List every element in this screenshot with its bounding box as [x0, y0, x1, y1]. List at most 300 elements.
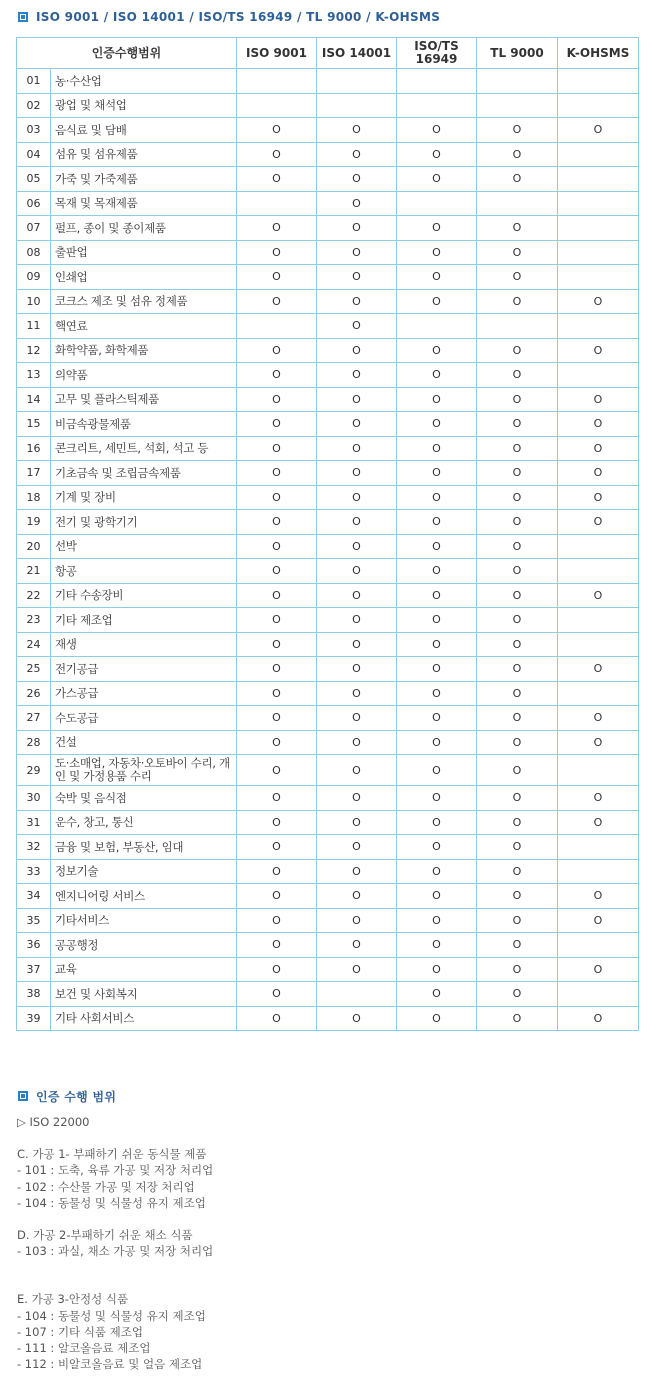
cell-kohsms	[558, 363, 639, 388]
row-scope-name: 가죽 및 가죽제품	[51, 167, 237, 192]
row-number: 29	[17, 755, 51, 786]
list-item: - 103 : 과실, 채소 가공 및 저장 처리업	[17, 1244, 214, 1259]
cell-iso9001: O	[237, 933, 317, 958]
cell-isots16949: O	[397, 485, 477, 510]
header-iso9001: ISO 9001	[237, 38, 317, 69]
group-heading: D. 가공 2-부패하기 쉬운 채소 식품	[17, 1228, 193, 1243]
cell-tl9000: O	[477, 534, 558, 559]
row-scope-name: 선박	[51, 534, 237, 559]
cell-tl9000	[477, 69, 558, 94]
cell-iso14001: O	[317, 412, 397, 437]
cell-tl9000: O	[477, 363, 558, 388]
cell-kohsms	[558, 142, 639, 167]
cell-isots16949: O	[397, 412, 477, 437]
cell-iso9001: O	[237, 755, 317, 786]
cell-kohsms: O	[558, 510, 639, 535]
row-number: 10	[17, 289, 51, 314]
cell-isots16949: O	[397, 884, 477, 909]
table-row	[17, 730, 639, 755]
table-row	[17, 436, 639, 461]
cell-iso9001: O	[237, 485, 317, 510]
cell-kohsms: O	[558, 1006, 639, 1031]
row-number: 20	[17, 534, 51, 559]
cell-kohsms	[558, 69, 639, 94]
row-scope-name: 숙박 및 음식점	[51, 786, 237, 811]
cell-isots16949: O	[397, 681, 477, 706]
cell-iso9001	[237, 93, 317, 118]
section-title-text: ISO 9001 / ISO 14001 / ISO/TS 16949 / TL 9000 / K-OHSMS	[36, 10, 441, 24]
cell-kohsms	[558, 240, 639, 265]
cell-iso14001: O	[317, 608, 397, 633]
row-number: 15	[17, 412, 51, 437]
cell-iso14001: O	[317, 657, 397, 682]
cell-tl9000: O	[477, 559, 558, 584]
cell-kohsms: O	[558, 884, 639, 909]
table-row	[17, 387, 639, 412]
table-row	[17, 908, 639, 933]
cell-isots16949: O	[397, 982, 477, 1007]
cell-iso9001: O	[237, 810, 317, 835]
list-item: - 101 : 도축, 육류 가공 및 저장 처리업	[17, 1163, 214, 1178]
cell-isots16949: O	[397, 436, 477, 461]
cell-iso9001: O	[237, 265, 317, 290]
row-scope-name: 인쇄업	[51, 265, 237, 290]
cell-tl9000	[477, 93, 558, 118]
list-item: - 111 : 알코올음료 제조업	[17, 1341, 151, 1356]
cell-kohsms	[558, 216, 639, 241]
cell-isots16949	[397, 93, 477, 118]
cell-iso14001: O	[317, 142, 397, 167]
row-number: 21	[17, 559, 51, 584]
cell-iso9001: O	[237, 338, 317, 363]
table-row	[17, 534, 639, 559]
cell-iso9001: O	[237, 908, 317, 933]
cell-kohsms: O	[558, 908, 639, 933]
cell-isots16949	[397, 314, 477, 339]
cell-tl9000: O	[477, 240, 558, 265]
table-row	[17, 363, 639, 388]
cell-isots16949: O	[397, 908, 477, 933]
cell-kohsms: O	[558, 485, 639, 510]
cell-isots16949: O	[397, 608, 477, 633]
cell-iso14001: O	[317, 510, 397, 535]
cell-iso9001: O	[237, 510, 317, 535]
cell-kohsms	[558, 859, 639, 884]
cell-kohsms: O	[558, 583, 639, 608]
table-row	[17, 485, 639, 510]
table-row	[17, 982, 639, 1007]
row-scope-name: 비금속광물제품	[51, 412, 237, 437]
cell-tl9000: O	[477, 908, 558, 933]
row-scope-name: 핵연료	[51, 314, 237, 339]
cell-tl9000: O	[477, 485, 558, 510]
row-scope-name: 재생	[51, 632, 237, 657]
cell-iso9001: O	[237, 657, 317, 682]
cell-tl9000: O	[477, 1006, 558, 1031]
table-row	[17, 632, 639, 657]
row-number: 37	[17, 957, 51, 982]
cell-kohsms	[558, 167, 639, 192]
cell-iso14001: O	[317, 461, 397, 486]
table-row	[17, 118, 639, 143]
cell-tl9000: O	[477, 461, 558, 486]
table-row	[17, 583, 639, 608]
table-row	[17, 461, 639, 486]
row-scope-name: 음식료 및 담배	[51, 118, 237, 143]
list-item: - 104 : 동물성 및 식물성 유지 제조업	[17, 1195, 206, 1210]
cell-iso14001: O	[317, 706, 397, 731]
cell-kohsms: O	[558, 957, 639, 982]
row-number: 32	[17, 835, 51, 860]
cell-iso14001: O	[317, 534, 397, 559]
cell-isots16949: O	[397, 118, 477, 143]
row-number: 07	[17, 216, 51, 241]
cell-isots16949: O	[397, 338, 477, 363]
cell-tl9000: O	[477, 510, 558, 535]
row-number: 39	[17, 1006, 51, 1031]
cell-kohsms	[558, 534, 639, 559]
cell-iso9001: O	[237, 118, 317, 143]
cell-iso14001: O	[317, 216, 397, 241]
row-number: 02	[17, 93, 51, 118]
cell-kohsms	[558, 265, 639, 290]
cell-iso9001: O	[237, 730, 317, 755]
cell-tl9000: O	[477, 583, 558, 608]
row-scope-name: 기계 및 장비	[51, 485, 237, 510]
table-row	[17, 93, 639, 118]
cell-iso14001: O	[317, 314, 397, 339]
cell-isots16949: O	[397, 534, 477, 559]
table-row	[17, 681, 639, 706]
cell-kohsms	[558, 314, 639, 339]
cell-isots16949: O	[397, 583, 477, 608]
row-number: 31	[17, 810, 51, 835]
cell-kohsms	[558, 608, 639, 633]
cell-iso14001: O	[317, 265, 397, 290]
list-item: - 102 : 수산물 가공 및 저장 처리업	[17, 1179, 195, 1194]
header-isots16949-text: ISO/TS 16949	[414, 39, 459, 66]
cell-tl9000: O	[477, 412, 558, 437]
row-scope-name: 전기 및 광학기기	[51, 510, 237, 535]
cell-iso14001: O	[317, 289, 397, 314]
table-row	[17, 191, 639, 216]
cell-tl9000: O	[477, 730, 558, 755]
cell-tl9000: O	[477, 608, 558, 633]
cell-isots16949: O	[397, 216, 477, 241]
cell-kohsms: O	[558, 706, 639, 731]
cell-iso14001: O	[317, 436, 397, 461]
cell-tl9000: O	[477, 216, 558, 241]
cell-isots16949: O	[397, 657, 477, 682]
table-row	[17, 510, 639, 535]
table-row	[17, 755, 639, 786]
table-header-row	[17, 38, 639, 69]
cell-kohsms: O	[558, 412, 639, 437]
table-row	[17, 933, 639, 958]
cell-iso14001: O	[317, 387, 397, 412]
cell-iso14001: O	[317, 632, 397, 657]
cell-isots16949: O	[397, 461, 477, 486]
cell-tl9000: O	[477, 167, 558, 192]
table-row	[17, 289, 639, 314]
table-row	[17, 338, 639, 363]
cell-iso9001: O	[237, 884, 317, 909]
cell-iso9001	[237, 69, 317, 94]
cell-tl9000: O	[477, 142, 558, 167]
row-scope-name: 가스공급	[51, 681, 237, 706]
row-number: 03	[17, 118, 51, 143]
cell-kohsms: O	[558, 730, 639, 755]
row-scope-name: 정보기술	[51, 859, 237, 884]
cell-iso9001: O	[237, 534, 317, 559]
list-item: - 107 : 기타 식품 제조업	[17, 1324, 144, 1339]
cell-kohsms	[558, 681, 639, 706]
table-row	[17, 216, 639, 241]
row-scope-name: 수도공급	[51, 706, 237, 731]
header-tl9000: TL 9000	[477, 38, 558, 69]
cell-iso9001: O	[237, 363, 317, 388]
row-scope-name: 기타 제조업	[51, 608, 237, 633]
row-scope-name: 농·수산업	[51, 69, 237, 94]
cell-tl9000: O	[477, 265, 558, 290]
cell-isots16949: O	[397, 289, 477, 314]
row-scope-name: 화학약품, 화학제품	[51, 338, 237, 363]
cell-kohsms: O	[558, 289, 639, 314]
cell-iso14001: O	[317, 1006, 397, 1031]
row-number: 34	[17, 884, 51, 909]
table-row	[17, 142, 639, 167]
cell-iso14001: O	[317, 191, 397, 216]
row-scope-name: 섬유 및 섬유제품	[51, 142, 237, 167]
table-row	[17, 167, 639, 192]
header-iso14001: ISO 14001	[317, 38, 397, 69]
cell-kohsms	[558, 559, 639, 584]
cell-iso9001: O	[237, 142, 317, 167]
row-number: 05	[17, 167, 51, 192]
cell-iso14001: O	[317, 363, 397, 388]
cell-iso9001: O	[237, 957, 317, 982]
row-scope-name: 기타 사회서비스	[51, 1006, 237, 1031]
cell-isots16949: O	[397, 167, 477, 192]
cell-kohsms	[558, 93, 639, 118]
cell-kohsms: O	[558, 387, 639, 412]
header-isots16949	[397, 38, 477, 69]
row-number: 28	[17, 730, 51, 755]
cell-kohsms: O	[558, 810, 639, 835]
cell-iso14001: O	[317, 859, 397, 884]
row-number: 09	[17, 265, 51, 290]
cell-isots16949: O	[397, 730, 477, 755]
row-number: 26	[17, 681, 51, 706]
cell-kohsms: O	[558, 786, 639, 811]
row-number: 24	[17, 632, 51, 657]
cell-isots16949: O	[397, 786, 477, 811]
row-scope-name: 광업 및 채석업	[51, 93, 237, 118]
cell-kohsms	[558, 191, 639, 216]
row-scope-name: 교육	[51, 957, 237, 982]
table-row	[17, 240, 639, 265]
row-scope-name: 금융 및 보험, 부동산, 임대	[51, 835, 237, 860]
cell-kohsms: O	[558, 436, 639, 461]
list-item: - 104 : 동물성 및 식물성 유지 제조업	[17, 1308, 206, 1323]
cell-isots16949: O	[397, 510, 477, 535]
cell-iso14001: O	[317, 933, 397, 958]
row-scope-name: 전기공급	[51, 657, 237, 682]
cell-tl9000: O	[477, 835, 558, 860]
header-scope: 인증수행범위	[17, 38, 237, 69]
cell-kohsms	[558, 835, 639, 860]
table-row	[17, 1006, 639, 1031]
table-row	[17, 884, 639, 909]
row-scope-name: 엔지니어링 서비스	[51, 884, 237, 909]
cell-tl9000: O	[477, 810, 558, 835]
cell-iso14001: O	[317, 884, 397, 909]
cell-kohsms	[558, 632, 639, 657]
cell-iso14001	[317, 69, 397, 94]
cell-tl9000: O	[477, 657, 558, 682]
table-row	[17, 265, 639, 290]
row-number: 36	[17, 933, 51, 958]
row-scope-name: 항공	[51, 559, 237, 584]
cell-iso14001: O	[317, 681, 397, 706]
table-row	[17, 69, 639, 94]
cell-isots16949	[397, 191, 477, 216]
cell-isots16949: O	[397, 810, 477, 835]
cell-tl9000: O	[477, 933, 558, 958]
cell-iso9001: O	[237, 167, 317, 192]
cell-iso14001: O	[317, 118, 397, 143]
cell-iso14001: O	[317, 338, 397, 363]
cell-isots16949: O	[397, 706, 477, 731]
section-title-scope	[18, 1088, 116, 1104]
cell-iso14001: O	[317, 957, 397, 982]
cell-iso9001: O	[237, 216, 317, 241]
table-row	[17, 314, 639, 339]
table-row	[17, 412, 639, 437]
row-number: 16	[17, 436, 51, 461]
group-heading: C. 가공 1- 부패하기 쉬운 동식물 제품	[17, 1147, 207, 1162]
row-scope-name: 목재 및 목재제품	[51, 191, 237, 216]
cell-iso14001: O	[317, 755, 397, 786]
row-scope-name: 출판업	[51, 240, 237, 265]
cell-kohsms: O	[558, 338, 639, 363]
row-scope-name: 펄프, 종이 및 종이제품	[51, 216, 237, 241]
cell-tl9000: O	[477, 706, 558, 731]
row-number: 38	[17, 982, 51, 1007]
cell-isots16949: O	[397, 142, 477, 167]
cell-tl9000	[477, 314, 558, 339]
row-scope-name: 건설	[51, 730, 237, 755]
cell-isots16949: O	[397, 933, 477, 958]
cell-iso9001: O	[237, 289, 317, 314]
cell-kohsms: O	[558, 461, 639, 486]
cell-isots16949: O	[397, 1006, 477, 1031]
table-row	[17, 810, 639, 835]
cell-iso9001: O	[237, 240, 317, 265]
table-row	[17, 608, 639, 633]
cell-iso14001: O	[317, 167, 397, 192]
cell-iso9001: O	[237, 461, 317, 486]
cell-iso14001: O	[317, 583, 397, 608]
row-number: 27	[17, 706, 51, 731]
cell-iso9001: O	[237, 632, 317, 657]
row-number: 35	[17, 908, 51, 933]
row-number: 12	[17, 338, 51, 363]
row-number: 18	[17, 485, 51, 510]
row-scope-name: 기초금속 및 조립금속제품	[51, 461, 237, 486]
cell-iso9001: O	[237, 436, 317, 461]
cell-isots16949: O	[397, 240, 477, 265]
row-number: 25	[17, 657, 51, 682]
row-scope-name: 공공행정	[51, 933, 237, 958]
cell-tl9000: O	[477, 436, 558, 461]
row-scope-name: 코크스 제조 및 섬유 정제품	[51, 289, 237, 314]
certification-scope-table	[16, 37, 639, 1031]
cell-isots16949: O	[397, 859, 477, 884]
cell-iso14001	[317, 93, 397, 118]
row-number: 30	[17, 786, 51, 811]
group-heading: E. 가공 3-안정성 식품	[17, 1292, 129, 1307]
row-scope-name: 도·소매업, 자동차·오토바이 수리, 개인 및 가정용품 수리	[51, 755, 237, 786]
cell-isots16949: O	[397, 755, 477, 786]
cell-isots16949	[397, 69, 477, 94]
cell-tl9000: O	[477, 387, 558, 412]
cell-isots16949: O	[397, 835, 477, 860]
row-number: 23	[17, 608, 51, 633]
cell-kohsms: O	[558, 118, 639, 143]
row-scope-name: 콘크리트, 세민트, 석회, 석고 등	[51, 436, 237, 461]
iso22000-scope	[17, 1114, 213, 1372]
cell-iso14001: O	[317, 559, 397, 584]
cell-tl9000: O	[477, 755, 558, 786]
row-number: 06	[17, 191, 51, 216]
cell-tl9000: O	[477, 957, 558, 982]
cell-iso9001: O	[237, 412, 317, 437]
cell-isots16949: O	[397, 265, 477, 290]
header-kohsms: K-OHSMS	[558, 38, 639, 69]
row-scope-name: 운수, 창고, 통신	[51, 810, 237, 835]
cell-isots16949: O	[397, 957, 477, 982]
cell-iso14001: O	[317, 240, 397, 265]
cell-kohsms	[558, 982, 639, 1007]
table-row	[17, 706, 639, 731]
cell-iso9001: O	[237, 559, 317, 584]
cell-iso14001: O	[317, 786, 397, 811]
table-row	[17, 657, 639, 682]
cell-iso14001: O	[317, 810, 397, 835]
cell-iso9001: O	[237, 583, 317, 608]
row-scope-name: 의약품	[51, 363, 237, 388]
cell-tl9000: O	[477, 859, 558, 884]
row-number: 11	[17, 314, 51, 339]
list-item: - 112 : 비알코올음료 및 얼음 제조업	[17, 1357, 203, 1372]
cell-kohsms	[558, 933, 639, 958]
cell-isots16949: O	[397, 559, 477, 584]
cell-tl9000: O	[477, 338, 558, 363]
row-number: 19	[17, 510, 51, 535]
cell-iso9001	[237, 314, 317, 339]
cell-tl9000	[477, 191, 558, 216]
cell-kohsms	[558, 755, 639, 786]
table-row	[17, 859, 639, 884]
row-number: 13	[17, 363, 51, 388]
cell-iso14001: O	[317, 908, 397, 933]
cell-iso9001: O	[237, 387, 317, 412]
row-scope-name: 보건 및 사회복지	[51, 982, 237, 1007]
cell-iso14001: O	[317, 485, 397, 510]
cell-iso9001: O	[237, 835, 317, 860]
row-scope-name: 기타서비스	[51, 908, 237, 933]
